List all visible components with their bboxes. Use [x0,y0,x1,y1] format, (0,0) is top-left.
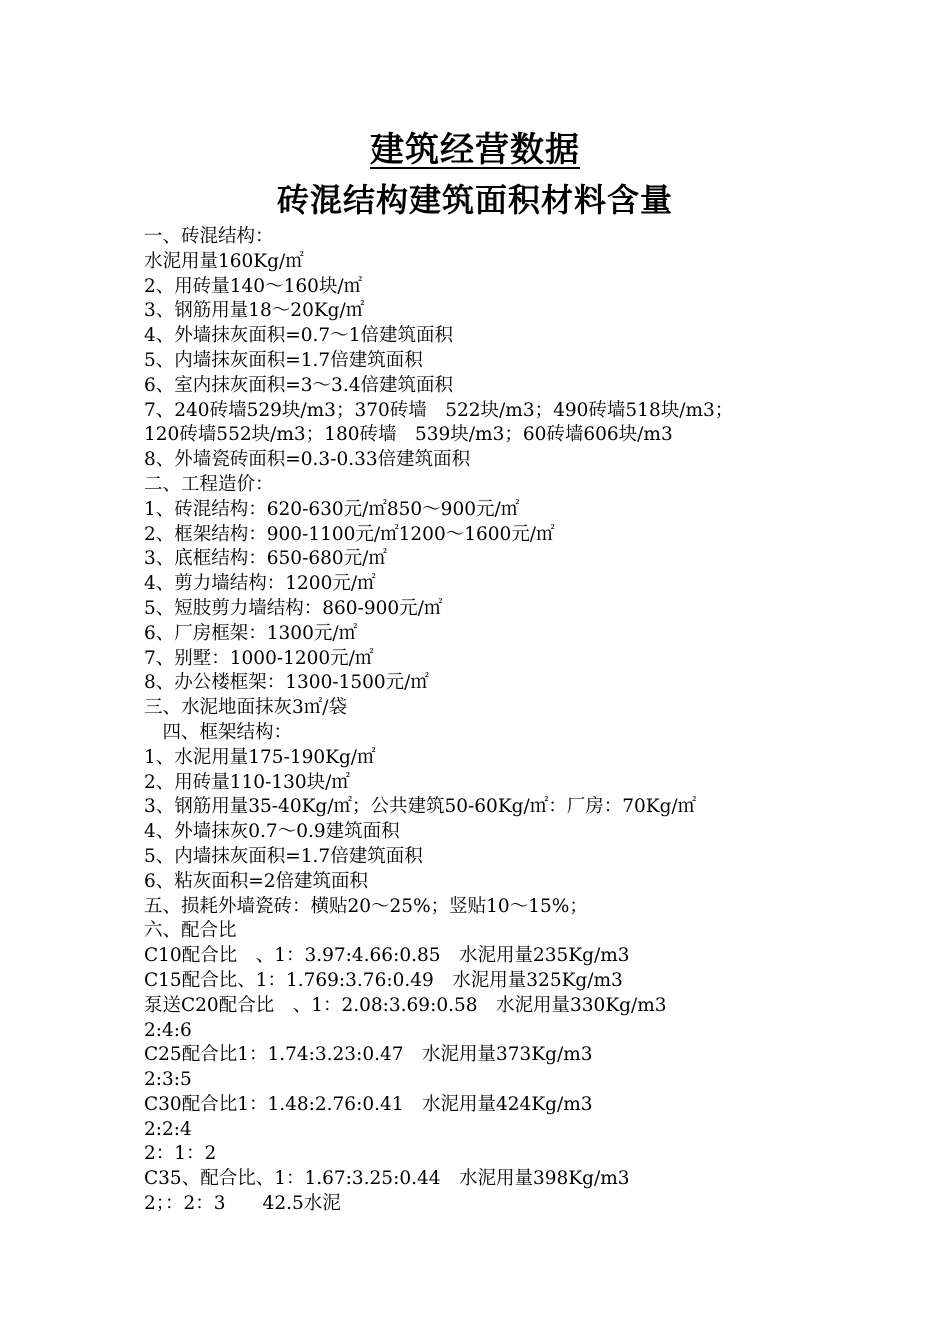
text-line: 2：1：2 [144,1143,217,1165]
text-line: 8、外墙瓷砖面积=0.3-0.33倍建筑面积 [144,449,471,471]
text-line: C10配合比 、1：3.97:4.66:0.85 水泥用量235Kg/m3 [144,945,630,967]
text-line: 120砖墙552块/m3；180砖墙 539块/m3；60砖墙606块/m3 [144,424,673,446]
text-line: 7、别墅：1000-1200元/㎡ [144,647,374,669]
document-subtitle: 砖混结构建筑面积材料含量 [276,181,673,219]
text-line: C25配合比1：1.74:3.23:0.47 水泥用量373Kg/m3 [144,1044,593,1066]
text-line: 1、砖混结构：620-630元/㎡850～900元/㎡ [144,498,520,520]
text-line: 一、砖混结构： [144,226,274,247]
text-line: 6、粘灰面积=2倍建筑面积 [144,870,369,892]
text-line: 3、钢筋用量18～20Kg/㎡ [144,300,365,322]
text-line: 五、损耗外墙瓷砖：横贴20～25%；竖贴10～15%； [144,895,588,917]
text-line: 2:2:4 [144,1118,192,1140]
text-line: C15配合比、1：1.769:3.76:0.49 水泥用量325Kg/m3 [144,969,623,991]
text-line: 六、配合比 [144,920,237,942]
text-line: 5、内墙抹灰面积=1.7倍建筑面积 [144,349,423,371]
text-line: 3、底框结构：650-680元/㎡ [144,548,387,570]
text-line: 3、钢筋用量35-40Kg/㎡；公共建筑50-60Kg/㎡：厂房：70Kg/㎡ [144,796,697,818]
text-line: 二、工程造价： [144,473,274,495]
text-line: 6、室内抹灰面积=3～3.4倍建筑面积 [144,374,453,396]
text-line: 5、短肢剪力墙结构：860-900元/㎡ [144,597,443,619]
text-line: 2、框架结构：900-1100元/㎡1200～1600元/㎡ [144,523,555,545]
text-line: 7、240砖墙529块/m3；370砖墙 522块/m3；490砖墙518块/m3； [144,399,734,421]
text-line: C35、配合比、1：1.67:3.25:0.44 水泥用量398Kg/m3 [144,1168,630,1190]
text-line: C30配合比1：1.48:2.76:0.41 水泥用量424Kg/m3 [144,1093,593,1115]
text-line: 三、水泥地面抹灰3㎡/袋 [144,697,348,719]
document-title: 建筑经营数据 [370,130,580,170]
text-line: 5、内墙抹灰面积=1.7倍建筑面积 [144,845,423,867]
text-line: 2；：2：3 42.5水泥 [144,1193,341,1215]
text-line: 2、用砖量110-130块/㎡ [144,771,350,793]
document-body [144,225,934,1217]
text-line: 4、剪力墙结构：1200元/㎡ [144,573,376,595]
text-line: 2、用砖量140～160块/㎡ [144,275,363,297]
text-line: 水泥用量160Kg/㎡ [144,250,304,272]
text-line: 2:3:5 [144,1069,192,1091]
text-line: 泵送C20配合比 、1：2.08:3.69:0.58 水泥用量330Kg/m3 [144,994,667,1016]
text-line: 1、水泥用量175-190Kg/㎡ [144,746,376,768]
text-line: 4、外墙抹灰面积=0.7～1倍建筑面积 [144,325,453,347]
text-line: 8、办公楼框架：1300-1500元/㎡ [144,672,429,694]
text-line: 2:4:6 [144,1019,192,1041]
text-line: 6、厂房框架：1300元/㎡ [144,622,358,644]
text-line: 四、框架结构： [144,721,293,743]
text-line: 4、外墙抹灰0.7～0.9建筑面积 [144,821,400,843]
